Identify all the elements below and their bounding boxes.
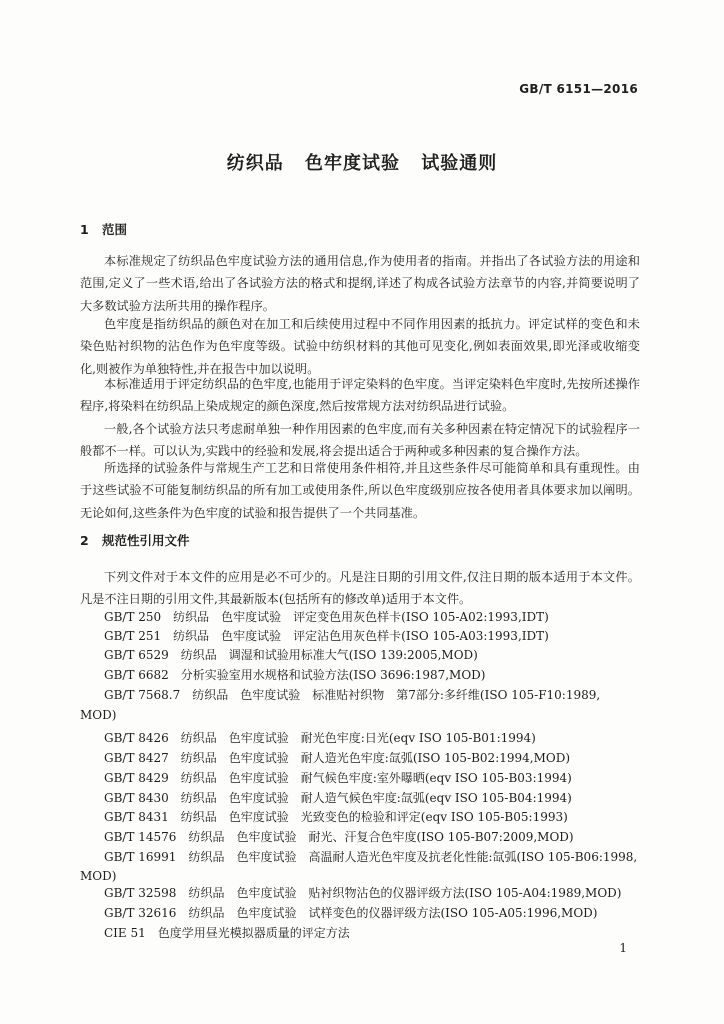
reference-item: CIE 51 色度学用昼光模拟器质量的评定方法 [104,926,350,940]
scope-paragraph-2: 色牢度是指纺织品的颜色对在加工和后续使用过程中不同作用因素的抵抗力。评定试样的变色和未染色贴衬织物的沾色作为色牢度等级。试验中纺织材料的其他可见变化,例如表面效果,即光泽或收缩变化,则被作为单独特性,并在报告中加以说明。 [80,317,640,376]
reference-item: GB/T 16991 纺织品 色牢度试验 高温耐人造光色牢度及抗老化性能:氙弧(ISO 105-B06:1998, [104,850,638,864]
reference-item: GB/T 250 纺织品 色牢度试验 评定变色用灰色样卡(ISO 105-A02:1993,IDT) [104,610,549,624]
page-number: 1 [619,941,627,955]
reference-item: GB/T 251 纺织品 色牢度试验 评定沾色用灰色样卡(ISO 105-A03:1993,IDT) [104,629,549,643]
section-2-number: 2 [80,533,89,548]
scope-paragraph-1: 本标准规定了纺织品色牢度试验方法的通用信息,作为使用者的指南。并指出了各试验方法的用途和范围,定义了一些术语,给出了各试验方法的格式和提纲,详述了构成各试验方法章节的内容,并简要说明了大多数试验方法所共用的操作程序。 [80,254,640,313]
standard-code: GB/T 6151—2016 [519,82,638,96]
reference-item: GB/T 8429 纺织品 色牢度试验 耐气候色牢度:室外曝晒(eqv ISO 105-B03:1994) [104,771,572,785]
reference-item: GB/T 32598 纺织品 色牢度试验 贴衬织物沾色的仪器评级方法(ISO 105-A04:1989,MOD) [104,886,622,900]
reference-item-continued: MOD) [80,869,117,883]
scope-paragraph-5: 所选择的试验条件与常规生产工艺和日常使用条件相符,并且这些条件尽可能简单和具有重现性。由于这些试验不可能复制纺织品的所有加工或使用条件,所以色牢度级别应按各使用者具体要求加以阐明。无论如何,这些条件为色牢度的试验和报告提供了一个共同基准。 [80,461,640,520]
section-1-number: 1 [80,222,89,237]
reference-item: GB/T 7568.7 纺织品 色牢度试验 标准贴衬织物 第7部分:多纤维(ISO 105-F10:1989, [104,688,601,702]
reference-item: GB/T 8426 纺织品 色牢度试验 耐光色牢度:日光(eqv ISO 105-B01:1994) [104,731,536,745]
reference-item: GB/T 8431 纺织品 色牢度试验 光致变色的检验和评定(eqv ISO 105-B05:1993) [104,810,568,824]
document-title: 纺织品 色牢度试验 试验通则 [226,153,498,174]
scope-paragraph-4: 一般,各个试验方法只考虑耐单独一种作用因素的色牢度,而有关多种因素在特定情况下的试验程序一般都不一样。可以认为,实践中的经验和发展,将会提出适合于两种或多种因素的复合操作方法。 [80,422,640,459]
section-2-heading [80,531,190,549]
reference-item: GB/T 8430 纺织品 色牢度试验 耐人造气候色牢度:氙弧(eqv ISO 105-B04:1994) [104,791,572,805]
section-2-title: 规范性引用文件 [102,533,190,548]
reference-item-continued: MOD) [80,708,117,722]
references-intro: 下列文件对于本文件的应用是必不可少的。凡是注日期的引用文件,仅注日期的版本适用于本文件。凡是不注日期的引用文件,其最新版本(包括所有的修改单)适用于本文件。 [80,570,640,607]
reference-item: GB/T 32616 纺织品 色牢度试验 试样变色的仪器评级方法(ISO 105-A05:1996,MOD) [104,906,598,920]
section-1-title: 范围 [102,222,128,237]
reference-item: GB/T 8427 纺织品 色牢度试验 耐人造光色牢度:氙弧(ISO 105-B02:1994,MOD) [104,751,571,765]
section-1-heading [80,220,127,238]
scope-paragraph-3: 本标准适用于评定纺织品的色牢度,也能用于评定染料的色牢度。当评定染料色牢度时,先按所述操作程序,将染料在纺织品上染成规定的颜色深度,然后按常规方法对纺织品进行试验。 [80,377,640,414]
reference-item: GB/T 14576 纺织品 色牢度试验 耐光、汗复合色牢度(ISO 105-B07:2009,MOD) [104,830,574,844]
reference-item: GB/T 6682 分析实验室用水规格和试验方法(ISO 3696:1987,MOD) [104,668,486,682]
reference-item: GB/T 6529 纺织品 调湿和试验用标准大气(ISO 139:2005,MOD) [104,648,478,662]
